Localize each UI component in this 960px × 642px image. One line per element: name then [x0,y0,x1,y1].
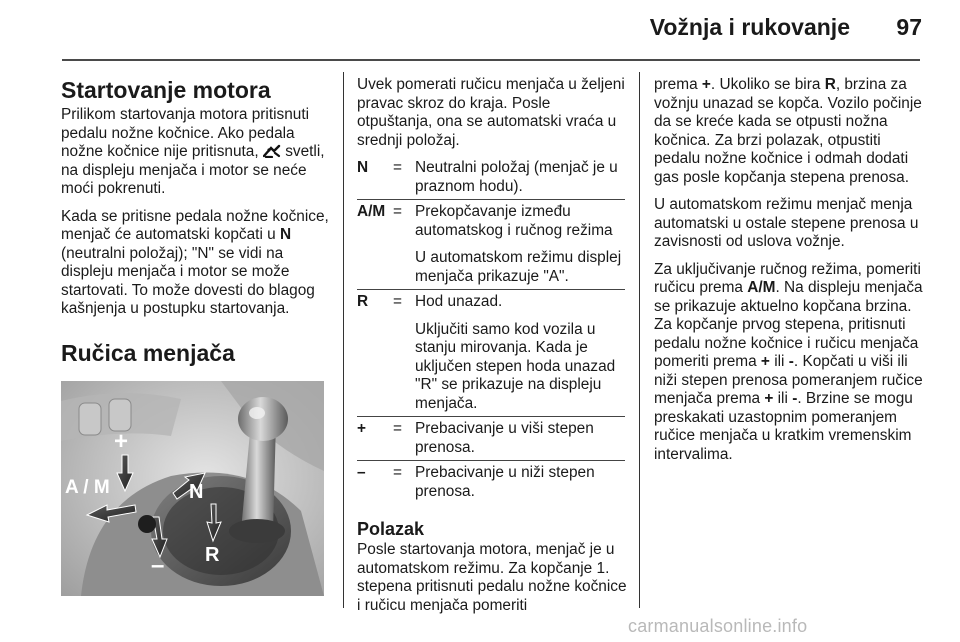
paragraph-text: Prilikom startovanja motora pritisnuti pedalu nožne kočnice. Ako pedala nožne kočnice nije pritisnuta, [61,106,310,160]
paragraph-text: Kada se pritisne pedala nožne kočnice, menjač će automatski kopčati u [61,207,329,243]
definition-extra: Uključiti samo kod vozila u stanju mirovanja. Kada je uključen stepen hoda unazad "R" se prikazuje na displeju menjača. [415,320,616,412]
definition-divider [357,289,625,290]
bold-term: - [792,390,798,407]
section-heading-starting-engine: Startovanje motora [61,77,271,103]
column-divider-right [639,72,640,608]
definition-divider [357,199,625,200]
gear-label-r: R [205,544,220,566]
definition-row [357,420,627,457]
paragraph-lever-intro: Uvek pomerati ručicu menjača u željeni pravac skroz do kraja. Posle otpuštanja, ona se automatski vraća u srednji položaj. [357,76,625,149]
bold-term: A/M [747,279,776,296]
definition-equals: = [393,464,402,481]
definition-text: Prebacivanje u niži stepen prenosa. [415,464,595,500]
definition-term: – [357,464,366,481]
paragraph-text: . Kopčati u viši ili niži stepen prenosa pomeranjem ručice menjača prema [654,353,923,407]
gear-label-n: N [189,481,204,503]
definition-extra: U automatskom režimu displej menjača prikazuje "A". [415,249,622,285]
paragraph-neutral [61,208,331,319]
definition-body [415,159,627,196]
header-divider [62,59,920,61]
definition-row [357,293,627,413]
definition-term: + [357,420,366,437]
definition-row [357,464,627,501]
bold-term: - [788,353,794,370]
gear-lever-photo [61,381,324,596]
definition-equals: = [393,159,402,176]
definition-divider [357,460,625,461]
definition-row [357,203,627,286]
definition-term: N [357,159,369,176]
gear-label-plus: + [114,428,129,455]
paragraph-text: prema [654,76,698,93]
bold-term: + [701,76,711,93]
foot-brake-icon [263,144,281,158]
definition-body [415,293,627,413]
paragraph-reverse [654,76,924,187]
definition-body [415,420,627,457]
subheading-driving-off: Polazak [357,519,425,539]
definition-body [415,464,627,501]
paragraph-text: svetli, na displeju menjača i motor se neće moći pokrenuti. [61,143,325,197]
definition-divider [357,416,625,417]
paragraph-text: ili [777,390,788,407]
bold-term: N [280,226,292,243]
definition-body [415,203,627,286]
page-header-title: Vožnja i rukovanje [649,14,850,40]
gear-label-am: A / M [65,477,110,498]
paragraph-manual-mode [654,261,924,465]
section-heading-gear-lever: Ručica menjača [61,339,235,366]
definition-text: Neutralni položaj (menjač je u praznom hodu). [415,159,618,195]
paragraph-text: . Na displeju menjača se prikazuje aktuelno kopčana brzina. Za kopčanje prvog stepena, pritisnuti pedalu nožne kočnice i ručicu menjača pomeriti prema [654,279,923,370]
definition-text: Hod unazad. [415,293,503,310]
definition-equals: = [393,293,402,310]
paragraph-start-brake [61,106,331,199]
paragraph-text: . Ukoliko se bira [710,76,821,93]
definition-equals: = [393,420,402,437]
column-middle [357,76,627,624]
column-right [654,76,924,473]
watermark-text: carmanualsonline.info [628,616,808,636]
paragraph-text: , brzina za vožnju unazad se kopča. Vozilo počinje da se kreće kada se otpusti nožna kočnica. Za brzi polazak, otpustiti pedalu nožne kočnice i odmah dodati gas posle kopčanja stepena prenosa. [654,76,922,186]
column-divider-left [343,72,344,608]
definition-row [357,159,627,196]
definition-text: Prebacivanje u viši stepen prenosa. [415,420,594,456]
column-left [61,76,331,381]
definition-list [357,159,627,501]
definition-term: A/M [357,203,386,220]
paragraph-text: Za uključivanje ručnog režima, pomeriti ručicu prema [654,260,921,296]
paragraph-text: . Brzine se mogu preskakati uzastopnim pomeranjem ručice menjača u kratkim vremenskim intervalima. [654,390,913,463]
bold-term: + [760,353,770,370]
paragraph-automatic-mode: U automatskom režimu menjač menja automatski u ostale stepene prenosa u zavisnosti od uslova vožnje. [654,196,919,250]
definition-equals: = [393,203,402,220]
bold-term: + [764,390,774,407]
definition-term: R [357,293,369,310]
gear-label-minus: – [151,552,165,579]
bold-term: R [824,76,836,93]
paragraph-text: ili [774,353,785,370]
paragraph-text: (neutralni položaj); "N" se vidi na displeju menjača i motor se može startovati. To može dovesti do blagog kašnjenja u postupku startovanja. [61,244,315,317]
paragraph-driving-off: Posle startovanja motora, menjač je u automatskom režimu. Za kopčanje 1. stepena pritisnuti pedalu nožne kočnice i ručicu menjača pomeriti [357,541,627,614]
definition-text: Prekopčavanje između automatskog i ručnog režima [415,203,613,239]
page-number: 97 [896,14,922,40]
